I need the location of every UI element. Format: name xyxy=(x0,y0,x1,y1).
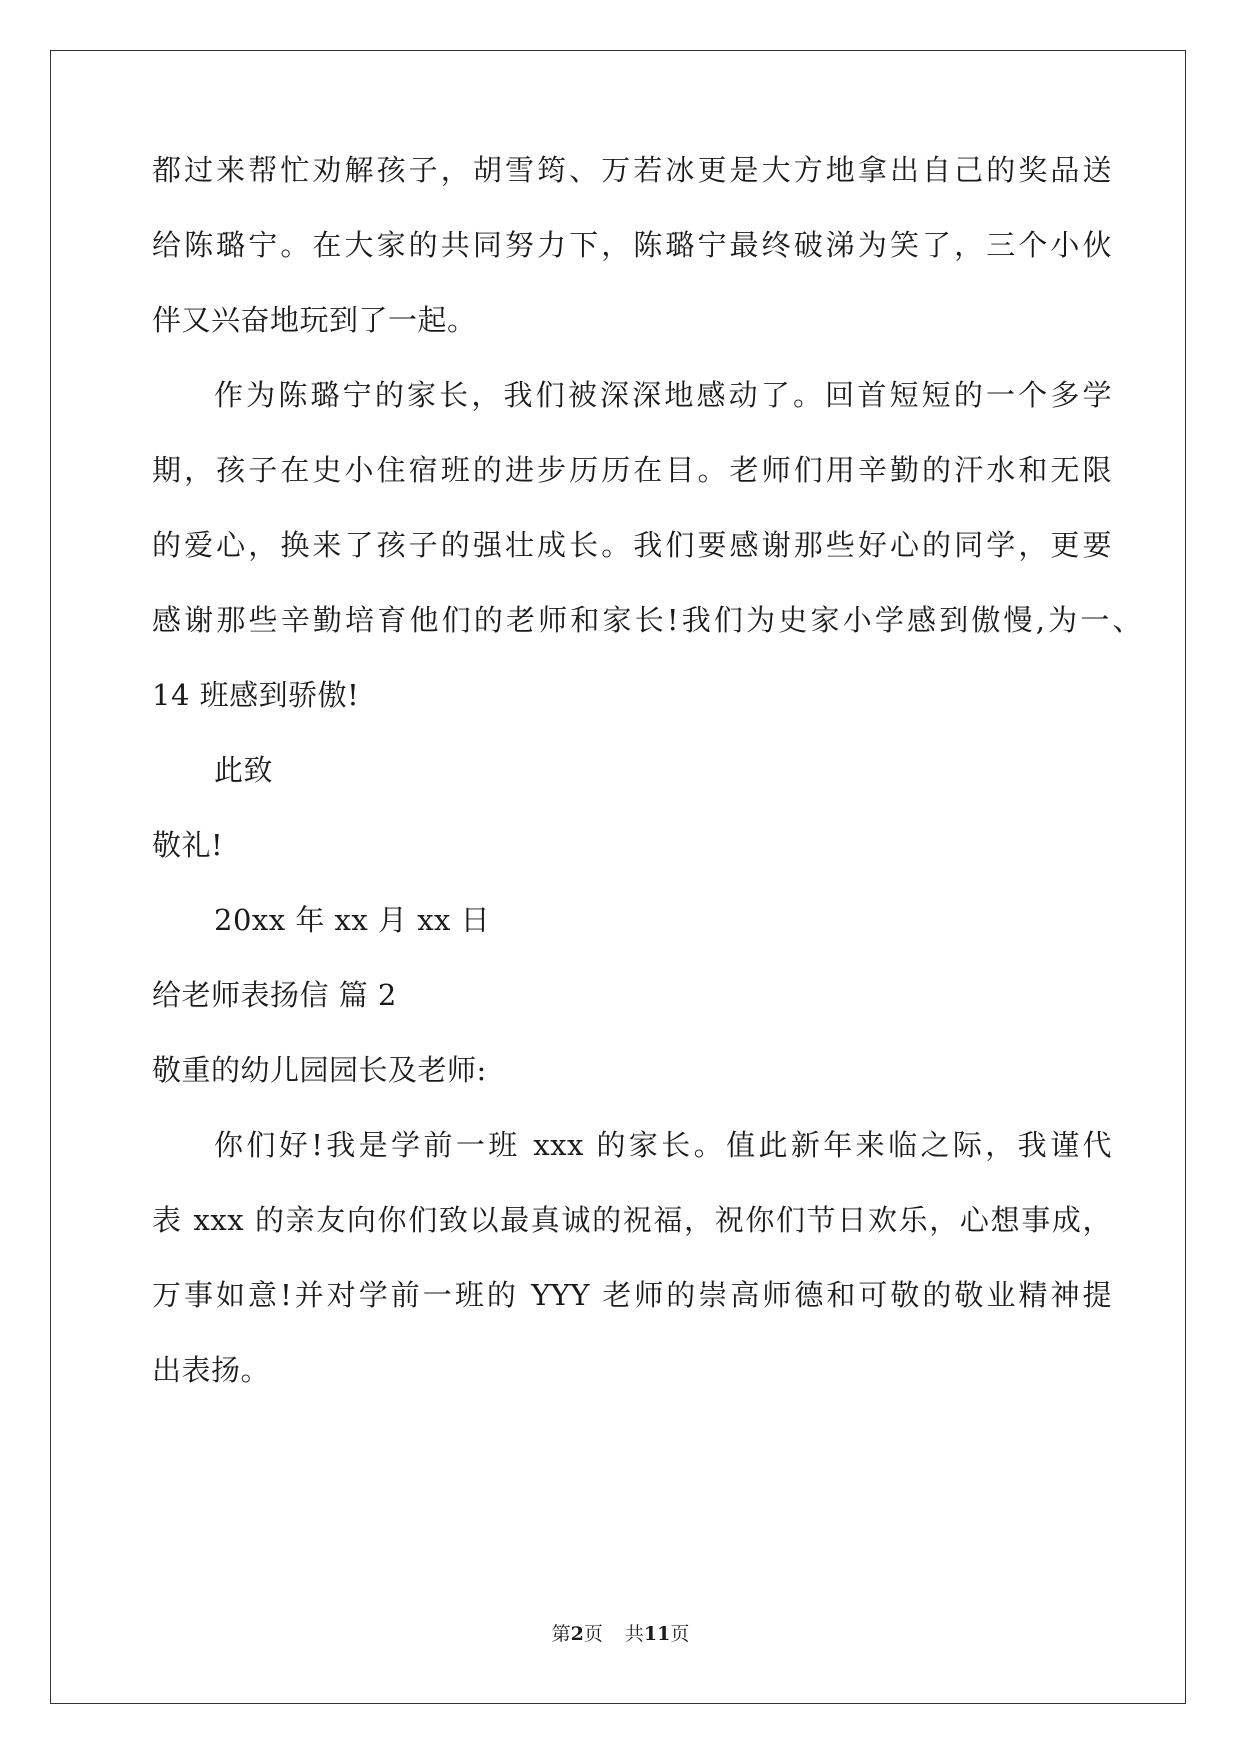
paragraph-line: 给陈璐宁。在大家的共同努力下，陈璐宁最终破涕为笑了，三个小伙 xyxy=(152,228,1112,262)
letter-greeting: 敬重的幼儿园园长及老师: xyxy=(152,1053,487,1087)
total-pages-number: 11 xyxy=(643,1623,671,1645)
footer-total-prefix: 共 xyxy=(624,1623,644,1645)
letter-date: 20xx 年 xx 月 xx 日 xyxy=(214,903,491,937)
paragraph-line: 的爱心，换来了孩子的强壮成长。我们要感谢那些好心的同学，更要 xyxy=(152,528,1112,562)
closing-regards: 敬礼! xyxy=(152,828,224,862)
section-title: 给老师表扬信 篇 2 xyxy=(152,978,397,1012)
closing-salutation: 此致 xyxy=(214,753,274,787)
paragraph-line: 你们好!我是学前一班 xxx 的家长。值此新年来临之际，我谨代 xyxy=(214,1128,1112,1162)
footer-total-suffix: 页 xyxy=(670,1623,690,1645)
paragraph-line: 作为陈璐宁的家长，我们被深深地感动了。回首短短的一个多学 xyxy=(214,378,1112,412)
paragraph-line: 伴又兴奋地玩到了一起。 xyxy=(152,303,477,337)
paragraph-line: 14 班感到骄傲! xyxy=(152,678,360,712)
page-border xyxy=(50,50,1186,1704)
paragraph-line: 表 xxx 的亲友向你们致以最真诚的祝福，祝你们节日欢乐，心想事成， xyxy=(152,1203,1112,1237)
current-page-number: 2 xyxy=(570,1623,584,1645)
footer-page-suffix: 页 xyxy=(583,1623,603,1645)
paragraph-line: 感谢那些辛勤培育他们的老师和家长!我们为史家小学感到傲慢,为一、 xyxy=(152,603,1142,637)
paragraph-line: 都过来帮忙劝解孩子，胡雪筠、万若冰更是大方地拿出自己的奖品送 xyxy=(152,153,1112,187)
footer-prefix: 第 xyxy=(551,1623,571,1645)
paragraph-line: 万事如意!并对学前一班的 YYY 老师的崇高师德和可敬的敬业精神提 xyxy=(152,1278,1112,1312)
paragraph-line: 出表扬。 xyxy=(152,1353,271,1387)
paragraph-line: 期，孩子在史小住宿班的进步历历在目。老师们用辛勤的汗水和无限 xyxy=(152,453,1112,487)
page-footer xyxy=(0,1622,1241,1646)
